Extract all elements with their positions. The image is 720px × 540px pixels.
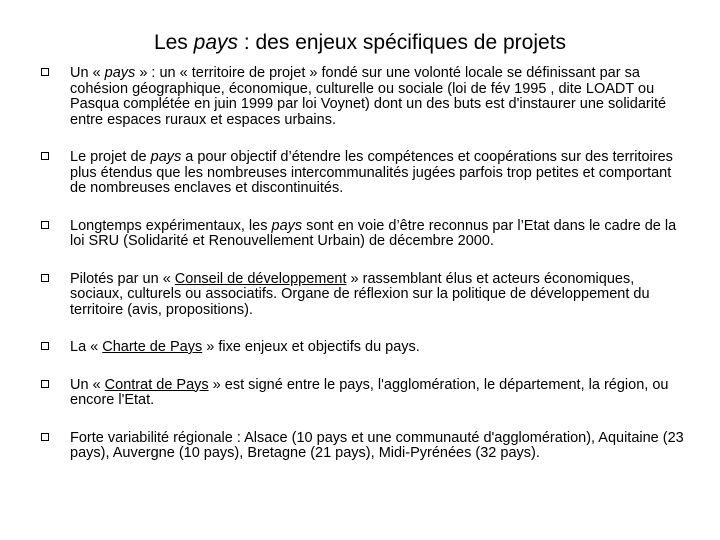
bullet-item: [40, 378, 690, 409]
bullet-text: sont en voie d’être reconnus par l’Etat dans le cadre de la loi SRU (Solidarité et Renouvellement Urbain) de décembre 2000.: [70, 217, 677, 249]
square-bullet-icon: [41, 152, 49, 160]
square-bullet-icon: [41, 433, 49, 441]
bullet-text: Le projet de: [70, 149, 151, 165]
square-bullet-icon: [41, 380, 49, 388]
square-bullet-icon: [41, 342, 49, 350]
bullet-text: Un «: [70, 65, 105, 81]
bullet-underlined-term: Conseil de développement: [174, 270, 347, 287]
bullet-underlined-term: Charte de Pays: [102, 339, 203, 355]
bullet-text: La «: [70, 339, 103, 355]
square-bullet-icon: [41, 221, 49, 229]
bullet-item: [40, 150, 690, 197]
bullet-italic-word: pays: [104, 65, 136, 81]
bullet-item: [40, 272, 690, 319]
bullet-text: Forte variabilité régionale : Alsace (10 pays et une communauté d'agglomération), Aquitaine (23 pays), Auvergne (10 pays), Bretagne (21 pays), Midi-Pyrénées (32 pays).: [70, 429, 684, 461]
bullet-underlined-term: Contrat de Pays: [104, 376, 209, 393]
square-bullet-icon: [41, 274, 49, 282]
bullet-item: [40, 219, 690, 250]
bullet-item: [40, 66, 690, 128]
bullet-text: Longtemps expérimentaux, les: [70, 217, 272, 234]
slide-title: [0, 30, 720, 56]
bullet-text: » fixe enjeux et objectifs du pays.: [202, 339, 420, 355]
title-text-end: : des enjeux spécifiques de projets: [238, 31, 567, 54]
bullet-text: a pour objectif d’étendre les compétences et coopérations sur des territoires plus étendus que les nombreuses intercommunalités jugées parfois trop petites et comportant de nombreuses enclaves et discontinuités.: [70, 149, 673, 196]
square-bullet-icon: [41, 68, 49, 76]
bullet-italic-word: pays: [150, 149, 182, 165]
bullet-text: Pilotés par un «: [70, 270, 175, 287]
bullet-item: [40, 340, 690, 356]
bullet-list: [40, 66, 690, 484]
bullet-text: » rassemblant élus et acteurs économiques, sociaux, culturels ou associatifs. Organe de réflexion sur la politique de développement du territoire (avis, propositions).: [70, 270, 650, 318]
bullet-text: » est signé entre le pays, l'agglomération, le département, la région, ou encore l'Etat.: [70, 376, 669, 408]
bullet-text: Un «: [70, 376, 105, 393]
title-italic-word: pays: [193, 31, 238, 54]
bullet-item: [40, 431, 690, 462]
bullet-text: » : un « territoire de projet » fondé sur une volonté locale se définissant par sa cohésion géographique, économique, culturelle ou sociale (loi de fév 1995 , dite LOADT ou Pasqua complétée en juin 1999 par loi Voynet) dont un des buts est d'instaurer une solidarité entre espaces ruraux et espaces urbains.: [70, 65, 667, 128]
bullet-italic-word: pays: [271, 217, 303, 234]
title-text-start: Les: [153, 31, 194, 54]
